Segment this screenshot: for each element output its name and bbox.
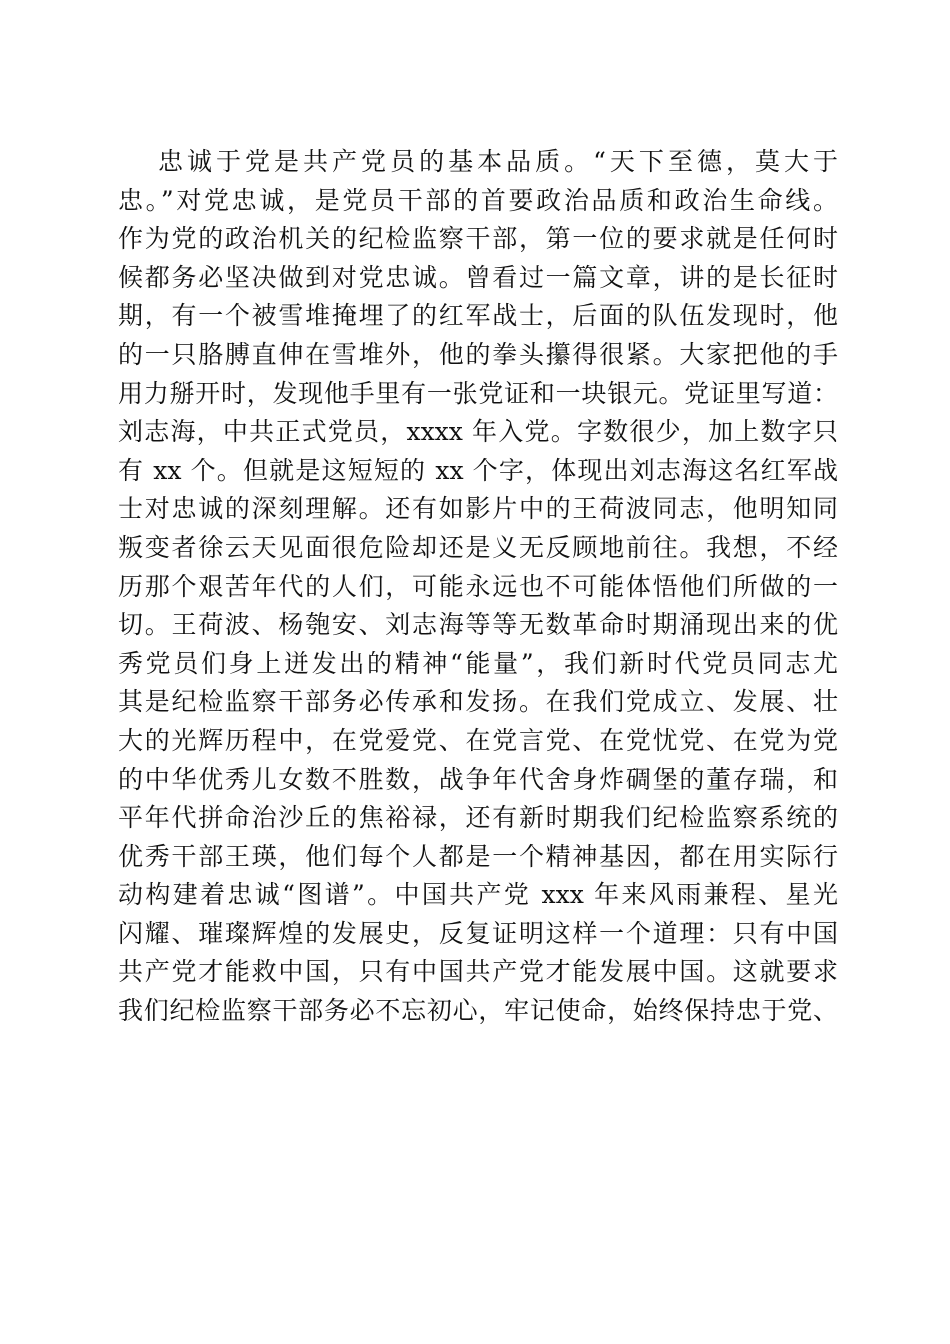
paragraph-line: 历那个艰苦年代的人们，可能永远也不可能体悟他们所做的一 — [118, 571, 838, 601]
paragraph-line: 的一只胳膊直伸在雪堆外，他的拳头攥得很紧。大家把他的手 — [118, 339, 838, 369]
body-paragraph — [118, 143, 838, 1031]
paragraph-line: 忠诚于党是共产党员的基本品质。“天下至德，莫大于 — [158, 147, 838, 176]
paragraph-line: 候都务必坚决做到对党忠诚。曾看过一篇文章，讲的是长征时 — [118, 262, 838, 292]
paragraph-line: 秀党员们身上迸发出的精神“能量”，我们新时代党员同志尤 — [118, 648, 838, 678]
paragraph-line: 优秀干部王瑛，他们每个人都是一个精神基因，都在用实际行 — [118, 841, 838, 871]
paragraph-line: 有 xx 个。但就是这短短的 xx 个字，体现出刘志海这名红军战 — [118, 455, 838, 485]
paragraph-line: 用力掰开时，发现他手里有一张党证和一块银元。党证里写道： — [118, 378, 838, 408]
paragraph-line: 切。王荷波、杨匏安、刘志海等等无数革命时期涌现出来的优 — [118, 610, 838, 640]
paragraph-line: 动构建着忠诚“图谱”。中国共产党 xxx 年来风雨兼程、星光 — [118, 880, 838, 910]
paragraph-line: 刘志海，中共正式党员，xxxx 年入党。字数很少，加上数字只 — [118, 417, 838, 447]
paragraph-line: 大的光辉历程中，在党爱党、在党言党、在党忧党、在党为党 — [118, 725, 838, 755]
paragraph-line: 的中华优秀儿女数不胜数，战争年代舍身炸碉堡的董存瑞，和 — [118, 764, 838, 794]
paragraph-line: 平年代拼命治沙丘的焦裕禄，还有新时期我们纪检监察系统的 — [118, 803, 838, 833]
paragraph-line: 闪耀、璀璨辉煌的发展史，反复证明这样一个道理：只有中国 — [118, 918, 838, 948]
paragraph-line: 叛变者徐云天见面很危险却还是义无反顾地前往。我想，不经 — [118, 532, 838, 562]
paragraph-line: 共产党才能救中国，只有中国共产党才能发展中国。这就要求 — [118, 957, 838, 987]
paragraph-line: 士对忠诚的深刻理解。还有如影片中的王荷波同志，他明知同 — [118, 494, 838, 524]
paragraph-line: 期，有一个被雪堆掩埋了的红军战士，后面的队伍发现时，他 — [118, 301, 838, 331]
paragraph-line: 忠。”对党忠诚，是党员干部的首要政治品质和政治生命线。 — [118, 185, 838, 215]
paragraph-line: 作为党的政治机关的纪检监察干部，第一位的要求就是任何时 — [118, 224, 838, 254]
paragraph-line: 其是纪检监察干部务必传承和发扬。在我们党成立、发展、壮 — [118, 687, 838, 717]
paragraph-line: 我们纪检监察干部务必不忘初心，牢记使命，始终保持忠于党、 — [118, 996, 838, 1026]
